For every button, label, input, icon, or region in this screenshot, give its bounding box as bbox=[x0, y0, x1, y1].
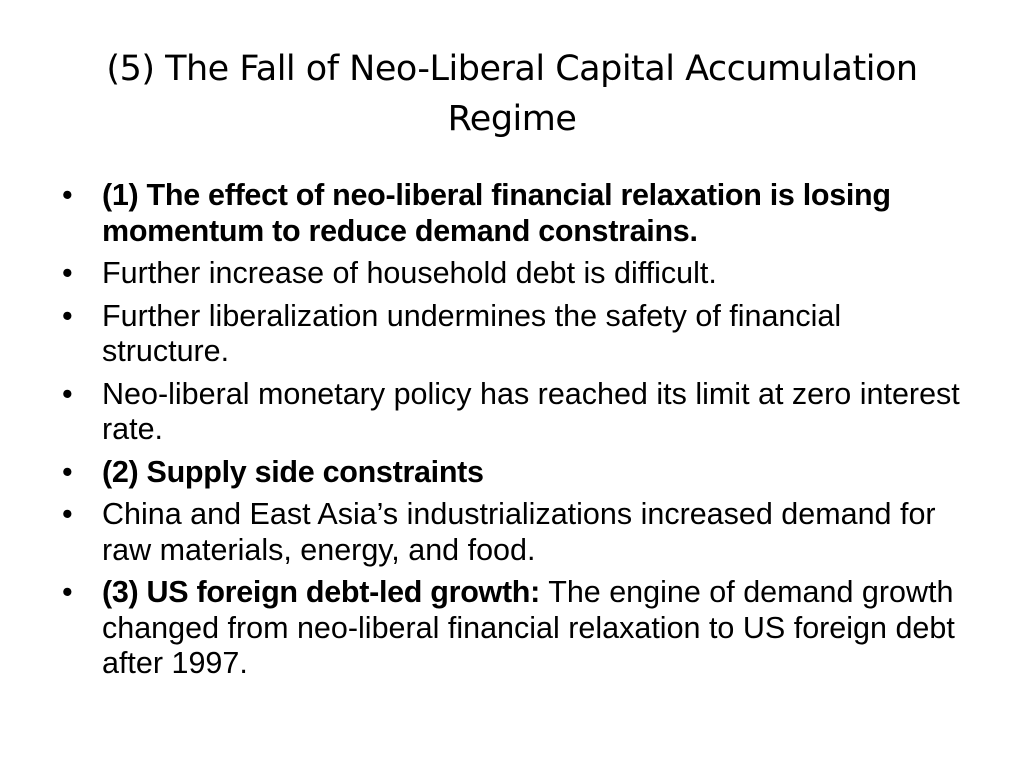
bullet-item bbox=[62, 377, 974, 448]
bullet-item bbox=[62, 256, 974, 292]
slide-title bbox=[60, 44, 964, 144]
bullet-text: Further increase of household debt is difficult. bbox=[102, 256, 717, 290]
bullet-item bbox=[62, 178, 974, 249]
bullet-text: China and East Asia’s industrializations increased demand for raw materials, energy, and food. bbox=[102, 497, 936, 567]
bullet-bold-text: (3) US foreign debt-led growth: bbox=[102, 575, 549, 609]
bullet-dot-icon: • bbox=[62, 178, 73, 212]
bullet-text: The engine of demand growth changed from neo-liberal financial relaxation to US foreign debt after 1997. bbox=[102, 575, 955, 680]
bullet-dot-icon: • bbox=[62, 256, 73, 290]
bullet-dot-icon: • bbox=[62, 376, 73, 411]
bullet-dot-icon: • bbox=[62, 454, 73, 489]
bullet-text: Further liberalization undermines the safety of financial structure. bbox=[102, 298, 842, 368]
slide-title-line-1: (5) The Fall of Neo-Liberal Capital Accumulation bbox=[106, 49, 918, 89]
bullet-list bbox=[62, 178, 974, 689]
bullet-dot-icon: • bbox=[62, 575, 73, 609]
bullet-bold-text: (1) The effect of neo-liberal financial relaxation is losing momentum to reduce demand constrains. bbox=[102, 178, 891, 248]
bullet-item bbox=[62, 299, 974, 370]
bullet-dot-icon: • bbox=[62, 497, 73, 531]
bullet-item bbox=[62, 497, 974, 568]
bullet-item bbox=[62, 455, 974, 491]
slide-title-line-2: Regime bbox=[447, 99, 577, 139]
bullet-bold-text: (2) Supply side constraints bbox=[102, 454, 484, 489]
bullet-text: Neo-liberal monetary policy has reached its limit at zero interest rate. bbox=[102, 376, 960, 446]
bullet-item bbox=[62, 575, 974, 682]
bullet-dot-icon: • bbox=[62, 298, 73, 333]
